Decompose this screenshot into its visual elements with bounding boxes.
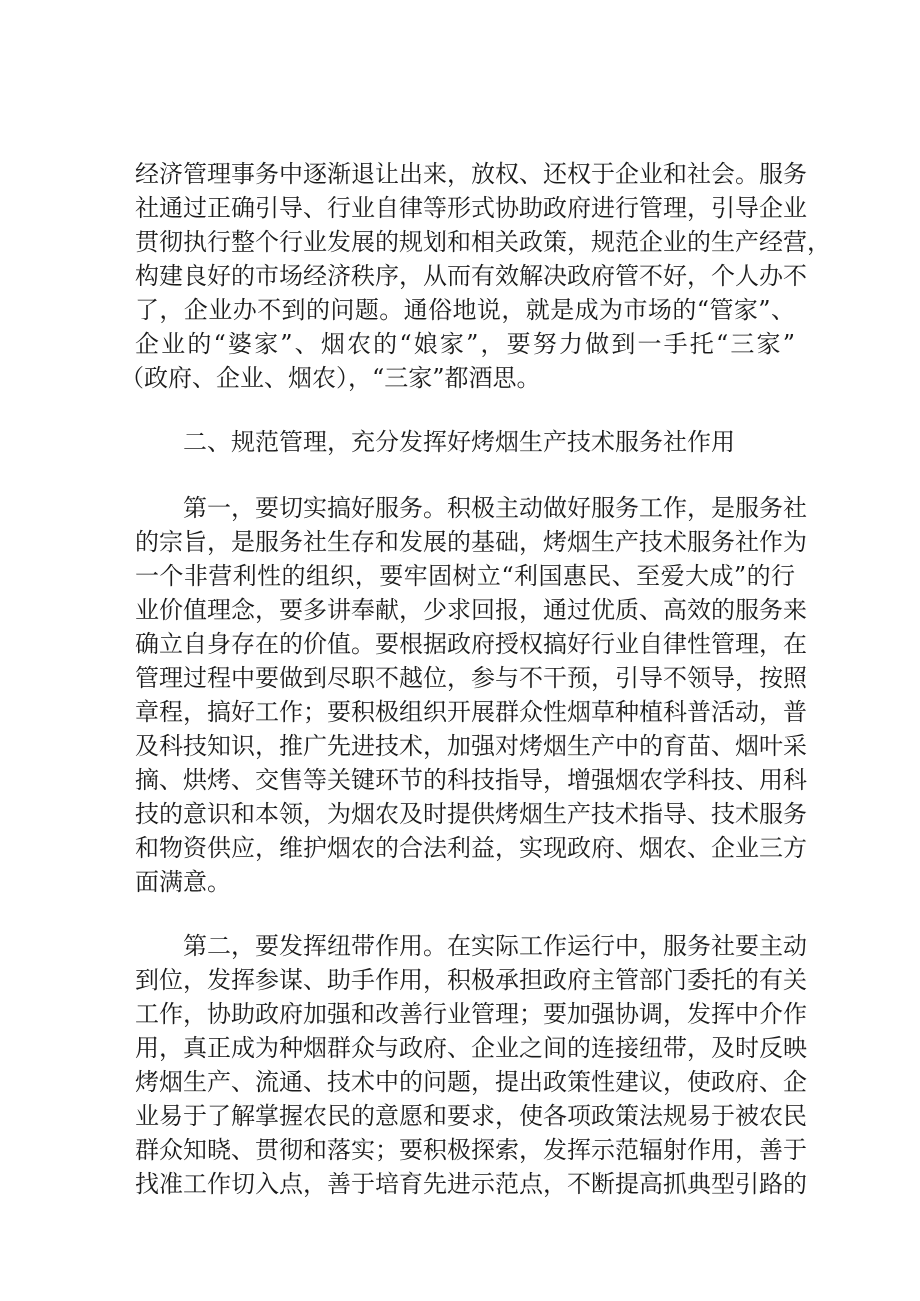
text-line: 到位，发挥参谋、助手作用，积极承担政府主管部门委托的有关 [135,966,807,994]
text-line: 一个非营利性的组织，要牢固树立“利国惠民、至爱大成”的行 [135,562,795,590]
text-line: 业价值理念，要多讲奉献，少求回报，通过优质、高效的服务来 [135,596,807,624]
text-line: 烤烟生产、流通、技术中的问题，提出政策性建议，使政府、企 [135,1068,807,1096]
text-line: 和物资供应，维护烟农的合法利益，实现政府、烟农、企业三方 [135,834,807,862]
text-line: 找准工作切入点，善于培育先进示范点，不断提高抓典型引路的 [135,1170,807,1198]
text-line: 确立自身存在的价值。要根据政府授权搞好行业自律性管理，在 [135,630,807,658]
text-line: 技的意识和本领，为烟农及时提供烤烟生产技术指导、技术服务 [135,800,807,828]
text-line: 构建良好的市场经济秩序，从而有效解决政府管不好，个人办不 [135,262,807,290]
text-line: 贯彻执行整个行业发展的规划和相关政策，规范企业的生产经营， [135,228,831,256]
text-line: 群众知晓、贯彻和落实；要积极探索，发挥示范辐射作用，善于 [135,1136,807,1164]
text-line: 业易于了解掌握农民的意愿和要求，使各项政策法规易于被农民 [135,1102,807,1130]
text-line: 了，企业办不到的问题。通俗地说，就是成为市场的“管家”、 [135,296,795,324]
text-line: 及科技知识，推广先进技术，加强对烤烟生产中的育苗、烟叶采 [135,732,807,760]
text-line: 企业的“婆家”、烟农的“娘家”，要努力做到一手托“三家” [135,330,795,358]
text-line: 摘、烘烤、交售等关键环节的科技指导，增强烟农学科技、用科 [135,766,807,794]
text-line: 经济管理事务中逐渐退让出来，放权、还权于企业和社会。服务 [135,160,807,188]
text-line-last: 面满意。 [135,868,231,896]
text-line-last: （政府、企业、烟农），“三家”都酒思。 [120,364,541,392]
section-heading: 二、规范管理，充分发挥好烤烟生产技术服务社作用 [183,428,735,456]
text-line: 的宗旨，是服务社生存和发展的基础，烤烟生产技术服务社作为 [135,528,807,556]
text-line: 用，真正成为种烟群众与政府、企业之间的连接纽带，及时反映 [135,1034,807,1062]
text-line: 工作，协助政府加强和改善行业管理；要加强协调，发挥中介作 [135,1000,807,1028]
text-line: 章程，搞好工作；要积极组织开展群众性烟草种植科普活动，普 [135,698,807,726]
text-line: 管理过程中要做到尽职不越位，参与不干预，引导不领导，按照 [135,664,807,692]
text-line: 社通过正确引导、行业自律等形式协助政府进行管理，引导企业 [135,194,807,222]
text-line: 第二，要发挥纽带作用。在实际工作运行中，服务社要主动 [183,932,807,960]
text-line: 第一，要切实搞好服务。积极主动做好服务工作，是服务社 [183,494,807,522]
